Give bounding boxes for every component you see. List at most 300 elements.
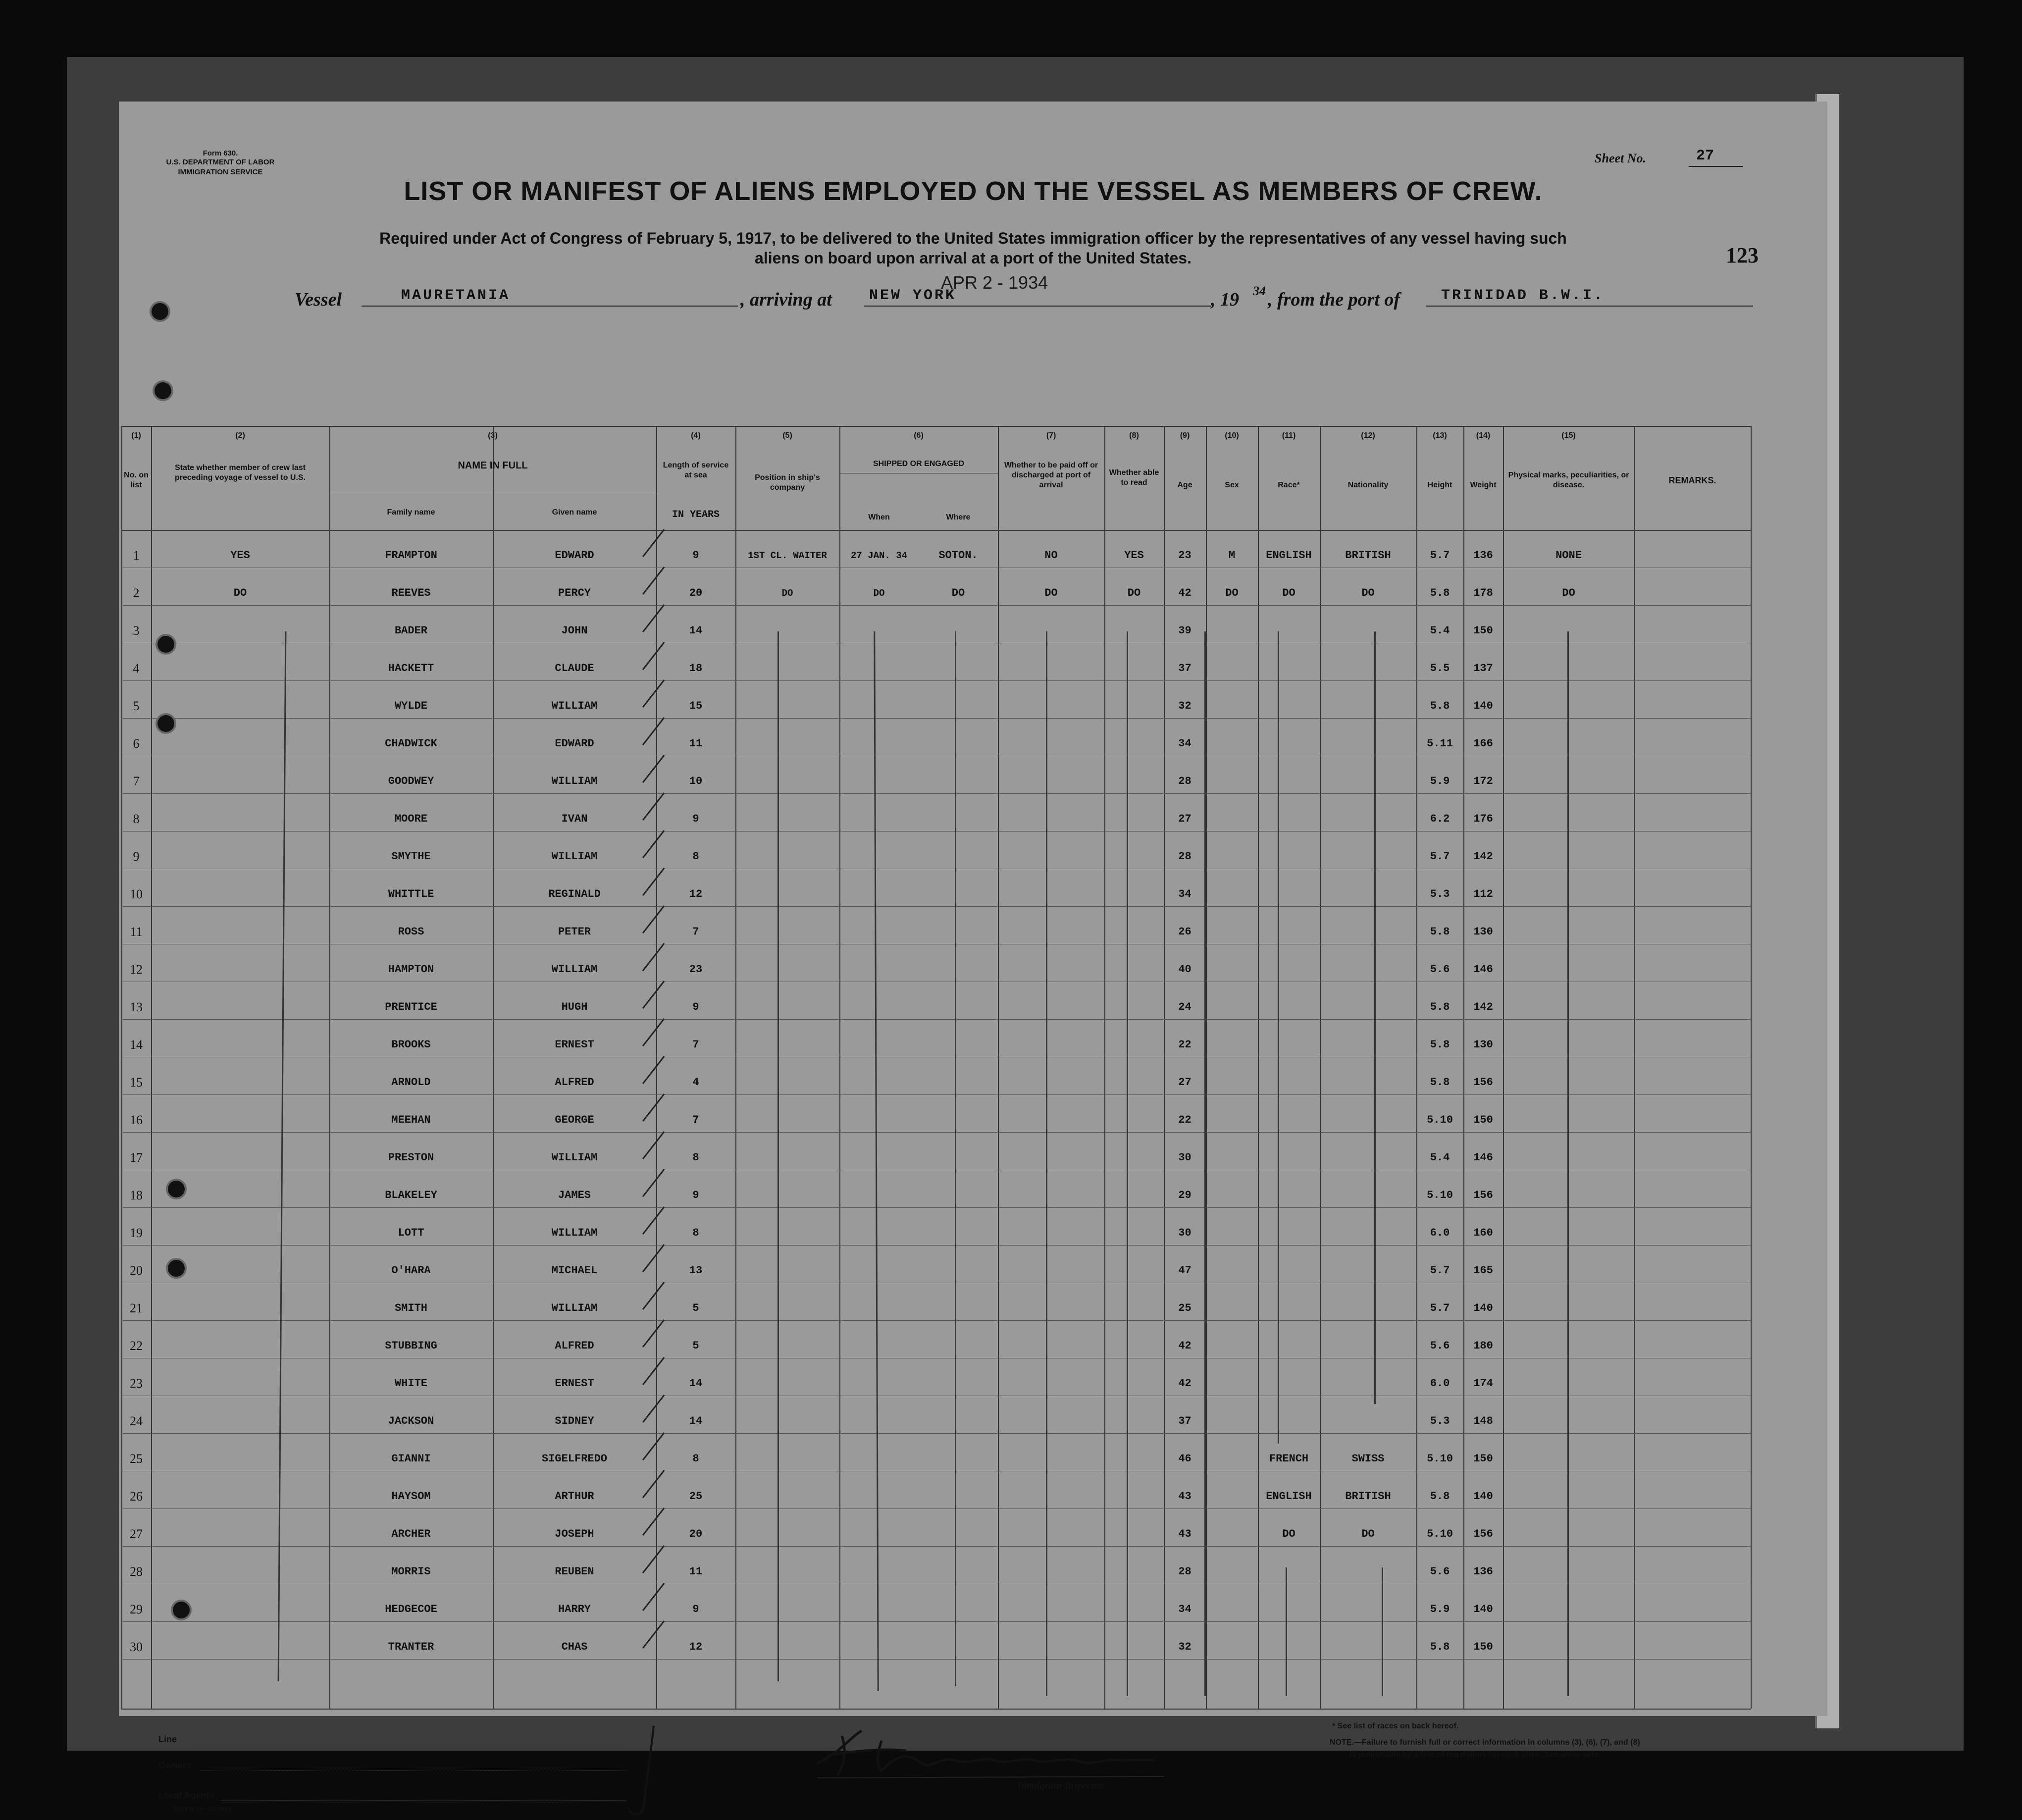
cell-service: 10: [689, 775, 703, 787]
cell-service: 20: [689, 1528, 703, 1540]
cell-weight: 150: [1473, 1453, 1493, 1465]
cell-given: CLAUDE: [555, 662, 594, 675]
cell-weight: 150: [1473, 1114, 1493, 1126]
cell-given: EDWARD: [555, 737, 594, 750]
col9-header: Age: [1177, 481, 1192, 489]
cell-family: GIANNI: [391, 1453, 431, 1465]
cell-height: 5.6: [1430, 1340, 1450, 1352]
cell-family: TRANTER: [388, 1641, 434, 1653]
cell-height: 5.10: [1427, 1528, 1453, 1540]
cell-paid: NO: [1044, 549, 1058, 562]
cell-weight: 130: [1473, 1039, 1493, 1051]
cell-age: 42: [1178, 1340, 1192, 1352]
cell-given: CHAS: [561, 1641, 588, 1653]
cell-given: JOHN: [561, 624, 588, 637]
cell-height: 5.5: [1430, 662, 1450, 675]
cell-height: 5.4: [1430, 1151, 1450, 1164]
cell-given: WILLIAM: [551, 850, 598, 863]
cell-sex: M: [1228, 549, 1236, 562]
cell-family: STUBBING: [385, 1340, 437, 1352]
pen-hook-mark: [624, 1721, 664, 1820]
cell-age: 22: [1178, 1114, 1192, 1126]
cell-age: 34: [1178, 888, 1192, 900]
owners-label: Owners: [158, 1761, 192, 1770]
cell-given: EDWARD: [555, 549, 594, 562]
col15-number: (15): [1561, 431, 1576, 440]
cell-family: HAYSOM: [391, 1490, 431, 1503]
sheet-number: 27: [1696, 148, 1714, 164]
cell-service: 9: [692, 813, 699, 825]
col6-number: (6): [914, 431, 924, 440]
cell-service: 5: [692, 1340, 699, 1352]
cell-height: 5.8: [1430, 926, 1450, 938]
cell-weight: 137: [1473, 662, 1493, 675]
cell-service: 9: [692, 1001, 699, 1013]
cell-nat: DO: [1361, 1528, 1375, 1540]
cell-weight: 140: [1473, 1302, 1493, 1314]
col10-header: Sex: [1225, 481, 1239, 489]
cell-weight: 142: [1473, 850, 1493, 863]
row-number: 20: [130, 1263, 143, 1278]
row-number: 5: [133, 699, 140, 713]
cell-paid: DO: [1044, 587, 1058, 599]
col4-number: (4): [691, 431, 701, 440]
row-number: 9: [133, 849, 140, 864]
cell-given: ERNEST: [555, 1039, 594, 1051]
from-label: , from the port of: [1268, 289, 1400, 310]
cell-family: WHITTLE: [388, 888, 434, 900]
cell-family: BADER: [394, 624, 427, 637]
cell-given: PETER: [558, 926, 591, 938]
cell-prev: YES: [230, 549, 250, 562]
cell-age: 30: [1178, 1151, 1192, 1164]
cell-given: WILLIAM: [551, 700, 598, 712]
cell-age: 34: [1178, 737, 1192, 750]
cell-family: BLAKELEY: [385, 1189, 437, 1201]
cell-family: HACKETT: [388, 662, 434, 675]
row-number: 3: [133, 624, 140, 638]
vessel-label: Vessel: [295, 289, 342, 310]
row-number: 30: [130, 1640, 143, 1654]
cell-age: 46: [1178, 1453, 1192, 1465]
year-suffix: 34: [1253, 284, 1266, 298]
cell-given: WILLIAM: [551, 1227, 598, 1239]
row-number: 22: [130, 1339, 143, 1353]
arrival-date-stamp: APR 2 - 1934: [941, 272, 1048, 293]
cell-weight: 142: [1473, 1001, 1493, 1013]
cell-age: 43: [1178, 1528, 1192, 1540]
cell-age: 28: [1178, 775, 1192, 787]
col11-header: Race*: [1278, 481, 1300, 489]
binder-hole: [166, 1258, 187, 1279]
service-name: IMMIGRATION SERVICE: [178, 168, 263, 176]
row-number: 15: [130, 1075, 143, 1090]
cell-given: GEORGE: [555, 1114, 594, 1126]
cell-given: WILLIAM: [551, 963, 598, 976]
col15-header: Physical marks, peculiarities, or disease.: [1508, 471, 1629, 489]
cell-race: ENGLISH: [1266, 549, 1312, 562]
cell-weight: 176: [1473, 813, 1493, 825]
row-number: 10: [130, 887, 143, 901]
cell-height: 5.3: [1430, 888, 1450, 900]
cell-height: 5.10: [1427, 1453, 1453, 1465]
col7-number: (7): [1046, 431, 1056, 440]
row-number: 1: [133, 548, 140, 563]
note-line-2: is punishable by a fine of ten dollars for each alien. See other side.: [1349, 1751, 1601, 1759]
cell-given: ERNEST: [555, 1377, 594, 1390]
col2-header: State whether member of crew last preceding voyage of vessel to U.S.: [174, 464, 306, 482]
manifest-sheet: [119, 102, 1827, 1813]
cell-family: MEEHAN: [391, 1114, 431, 1126]
cell-race: DO: [1282, 587, 1296, 599]
col4-header: Length of service at sea: [663, 461, 729, 479]
line-label: Line: [158, 1734, 177, 1744]
cell-service: 14: [689, 624, 703, 637]
cell-service: 8: [692, 1453, 699, 1465]
row-number: 6: [133, 736, 140, 751]
cell-read: YES: [1124, 549, 1144, 562]
cell-family: SMITH: [394, 1302, 427, 1314]
cell-given: SIGELFREDO: [541, 1453, 608, 1465]
cell-given: MICHAEL: [551, 1264, 598, 1277]
cell-age: 29: [1178, 1189, 1192, 1201]
row-number: 24: [130, 1414, 143, 1428]
cell-given: WILLIAM: [551, 1151, 598, 1164]
local-agents-label: Local Agents: [158, 1790, 214, 1800]
cell-service: 20: [689, 587, 703, 599]
cell-marks: NONE: [1555, 549, 1582, 562]
col3-number: (3): [488, 431, 498, 440]
cell-weight: 165: [1473, 1264, 1493, 1277]
col14-number: (14): [1476, 431, 1491, 440]
cell-service: 9: [692, 549, 699, 562]
col3-header: NAME IN FULL: [458, 460, 528, 471]
col1-header: No. on list: [124, 471, 149, 489]
cell-family: MOORE: [394, 813, 427, 825]
cell-height: 5.8: [1430, 587, 1450, 599]
from-port: TRINIDAD B.W.I.: [1441, 287, 1605, 304]
cell-height: 5.7: [1430, 549, 1450, 562]
cell-service: 25: [689, 1490, 703, 1503]
cell-family: WYLDE: [394, 700, 427, 712]
arriving-port: NEW YORK: [869, 287, 957, 304]
cell-service: 9: [692, 1189, 699, 1201]
cell-race: ENGLISH: [1266, 1490, 1312, 1503]
cell-weight: 156: [1473, 1076, 1493, 1089]
row-number: 29: [130, 1602, 143, 1616]
cell-age: 30: [1178, 1227, 1192, 1239]
cell-age: 42: [1178, 1377, 1192, 1390]
cell-height: 5.8: [1430, 1641, 1450, 1653]
cell-weight: 178: [1473, 587, 1493, 599]
cell-age: 23: [1178, 549, 1192, 562]
cell-race: DO: [1282, 1528, 1296, 1540]
cell-height: 6.0: [1430, 1227, 1450, 1239]
cell-weight: 140: [1473, 1490, 1493, 1503]
cell-height: 5.3: [1430, 1415, 1450, 1427]
cell-weight: 156: [1473, 1189, 1493, 1201]
col14-header: Weight: [1470, 481, 1497, 489]
cell-weight: 140: [1473, 1603, 1493, 1615]
col11-number: (11): [1282, 431, 1296, 440]
col3-given-header: Given name: [552, 508, 597, 517]
print-code: 6000 8/33—28/3604: [173, 1805, 232, 1813]
cell-age: 37: [1178, 662, 1192, 675]
cell-height: 5.8: [1430, 1490, 1450, 1503]
form-number: Form 630.: [203, 149, 238, 157]
cell-given: ALFRED: [555, 1076, 594, 1089]
cell-family: SMYTHE: [391, 850, 431, 863]
cell-service: 14: [689, 1377, 703, 1390]
cell-given: IVAN: [561, 813, 588, 825]
cell-service: 7: [692, 1114, 699, 1126]
cell-sex: DO: [1225, 587, 1239, 599]
requirement-line-2: aliens on board upon arrival at a port of the United States.: [755, 249, 1192, 267]
row-number: 18: [130, 1188, 143, 1202]
cell-family: PRESTON: [388, 1151, 434, 1164]
cell-when: DO: [873, 588, 885, 599]
cell-service: 13: [689, 1264, 703, 1277]
cell-weight: 146: [1473, 963, 1493, 976]
cell-given: ALFRED: [555, 1340, 594, 1352]
cell-weight: 156: [1473, 1528, 1493, 1540]
cell-service: 12: [689, 1641, 703, 1653]
cell-given: JOSEPH: [555, 1528, 594, 1540]
row-number: 28: [130, 1564, 143, 1579]
cell-service: 4: [692, 1076, 699, 1089]
row-number: 25: [130, 1452, 143, 1466]
col7-header: Whether to be paid off or discharged at port of arrival: [1004, 461, 1098, 489]
cell-nat: DO: [1361, 587, 1375, 599]
col1-number: (1): [131, 431, 141, 440]
cell-given: PERCY: [558, 587, 591, 599]
cell-service: 14: [689, 1415, 703, 1427]
cell-age: 25: [1178, 1302, 1192, 1314]
department-name: U.S. DEPARTMENT OF LABOR: [166, 158, 275, 166]
cell-height: 5.11: [1427, 737, 1453, 750]
cell-weight: 180: [1473, 1340, 1493, 1352]
cell-age: 24: [1178, 1001, 1192, 1013]
cell-weight: 130: [1473, 926, 1493, 938]
cell-age: 47: [1178, 1264, 1192, 1277]
binder-hole: [171, 1600, 192, 1620]
cell-age: 32: [1178, 700, 1192, 712]
cell-weight: 174: [1473, 1377, 1493, 1390]
cell-marks: DO: [1562, 587, 1575, 599]
cell-service: 11: [689, 737, 703, 750]
cell-given: REGINALD: [548, 888, 601, 900]
cell-nat: BRITISH: [1345, 549, 1391, 562]
cell-age: 26: [1178, 926, 1192, 938]
cell-age: 27: [1178, 1076, 1192, 1089]
cell-weight: 166: [1473, 737, 1493, 750]
inspector-label: Immigrant Inspector.: [1018, 1780, 1105, 1791]
cell-nat: SWISS: [1351, 1453, 1385, 1465]
sheet-label: Sheet No.: [1595, 151, 1646, 165]
col8-header: Whether able to read: [1109, 468, 1159, 487]
row-number: 23: [130, 1376, 143, 1391]
cell-age: 28: [1178, 850, 1192, 863]
row-number: 19: [130, 1226, 143, 1240]
cell-weight: 140: [1473, 700, 1493, 712]
cell-age: 43: [1178, 1490, 1192, 1503]
cell-weight: 172: [1473, 775, 1493, 787]
cell-age: 37: [1178, 1415, 1192, 1427]
cell-height: 5.8: [1430, 700, 1450, 712]
col10-number: (10): [1225, 431, 1239, 440]
row-number: 14: [130, 1038, 143, 1052]
row-number: 16: [130, 1113, 143, 1127]
row-number: 21: [130, 1301, 143, 1315]
cell-where: DO: [951, 587, 965, 599]
row-number: 17: [130, 1150, 143, 1165]
cell-family: HAMPTON: [388, 963, 434, 976]
cell-service: 8: [692, 1151, 699, 1164]
cell-height: 5.8: [1430, 1001, 1450, 1013]
page-number: 123: [1726, 243, 1759, 267]
inspector-signature: [807, 1721, 1184, 1790]
remarks-header: REMARKS.: [1668, 475, 1716, 485]
cell-family: HEDGECOE: [385, 1603, 437, 1615]
cell-weight: 112: [1473, 888, 1493, 900]
cell-family: PRENTICE: [385, 1001, 437, 1013]
cell-height: 6.0: [1430, 1377, 1450, 1390]
col6-when-header: When: [868, 513, 890, 521]
cell-race: FRENCH: [1269, 1453, 1309, 1465]
row-number: 2: [133, 586, 140, 600]
binder-hole: [150, 301, 170, 322]
row-number: 27: [130, 1527, 143, 1541]
cell-where: SOTON.: [938, 549, 978, 562]
row-number: 8: [133, 812, 140, 826]
cell-service: 5: [692, 1302, 699, 1314]
row-number: 26: [130, 1489, 143, 1504]
col3-family-header: Family name: [387, 508, 435, 517]
cell-age: 40: [1178, 963, 1192, 976]
cell-height: 5.7: [1430, 1264, 1450, 1277]
cell-height: 5.9: [1430, 775, 1450, 787]
cell-prev: DO: [233, 587, 247, 599]
cell-height: 5.6: [1430, 963, 1450, 976]
cell-height: 5.9: [1430, 1603, 1450, 1615]
cell-service: 12: [689, 888, 703, 900]
binder-hole: [153, 380, 173, 401]
cell-age: 27: [1178, 813, 1192, 825]
cell-family: GOODWEY: [388, 775, 434, 787]
cell-height: 5.8: [1430, 1039, 1450, 1051]
cell-position: DO: [781, 588, 793, 599]
cell-age: 22: [1178, 1039, 1192, 1051]
cell-given: JAMES: [558, 1189, 591, 1201]
cell-weight: 146: [1473, 1151, 1493, 1164]
vessel-name: MAURETANIA: [401, 287, 511, 304]
col6-header: SHIPPED OR ENGAGED: [873, 460, 965, 468]
col9-number: (9): [1180, 431, 1190, 440]
race-note: * See list of races on back hereof.: [1332, 1722, 1459, 1730]
col12-number: (12): [1361, 431, 1375, 440]
cell-service: 7: [692, 1039, 699, 1051]
col12-header: Nationality: [1348, 481, 1389, 489]
col5-header: Position in ship's company: [755, 473, 820, 492]
cell-position: 1ST CL. WAITER: [748, 550, 827, 561]
row-number: 11: [130, 925, 143, 939]
cell-service: 8: [692, 850, 699, 863]
cell-service: 11: [689, 1565, 703, 1578]
col5-number: (5): [782, 431, 792, 440]
cell-age: 28: [1178, 1565, 1192, 1578]
cell-height: 5.8: [1430, 1076, 1450, 1089]
cell-weight: 136: [1473, 1565, 1493, 1578]
arriving-label: , arriving at: [740, 289, 832, 310]
col13-number: (13): [1433, 431, 1447, 440]
cell-family: O'HARA: [391, 1264, 431, 1277]
cell-height: 6.2: [1430, 813, 1450, 825]
cell-family: MORRIS: [391, 1565, 431, 1578]
cell-family: ARCHER: [391, 1528, 431, 1540]
cell-height: 5.7: [1430, 1302, 1450, 1314]
cell-nat: BRITISH: [1345, 1490, 1391, 1503]
cell-age: 42: [1178, 587, 1192, 599]
cell-weight: 150: [1473, 1641, 1493, 1653]
col13-header: Height: [1427, 481, 1452, 489]
cell-given: WILLIAM: [551, 775, 598, 787]
cell-service: 7: [692, 926, 699, 938]
row-number: 7: [133, 774, 140, 788]
cell-family: FRAMPTON: [385, 549, 437, 562]
cell-weight: 160: [1473, 1227, 1493, 1239]
year-label: , 19: [1211, 289, 1239, 310]
cell-family: ROSS: [398, 926, 424, 938]
cell-family: WHITE: [394, 1377, 427, 1390]
cell-height: 5.10: [1427, 1189, 1453, 1201]
cell-family: BROOKS: [391, 1039, 431, 1051]
cell-service: 18: [689, 662, 703, 675]
cell-family: CHADWICK: [385, 737, 437, 750]
cell-given: ARTHUR: [555, 1490, 594, 1503]
requirement-line-1: Required under Act of Congress of February 5, 1917, to be delivered to the United States immigration officer by the representatives of any vessel having such: [379, 229, 1567, 247]
cell-given: SIDNEY: [555, 1415, 594, 1427]
binder-hole: [156, 713, 176, 734]
cell-weight: 150: [1473, 624, 1493, 637]
cell-service: 9: [692, 1603, 699, 1615]
row-number: 13: [130, 1000, 143, 1014]
cell-weight: 136: [1473, 549, 1493, 562]
cell-given: WILLIAM: [551, 1302, 598, 1314]
cell-age: 32: [1178, 1641, 1192, 1653]
cell-family: JACKSON: [388, 1415, 434, 1427]
cell-service: 8: [692, 1227, 699, 1239]
cell-family: REEVES: [391, 587, 431, 599]
row-number: 12: [130, 962, 143, 977]
note-line-1: NOTE.—Failure to furnish full or correct information in columns (3), (6), (7), and (8): [1330, 1738, 1640, 1747]
col4-unit: IN YEARS: [672, 509, 720, 520]
binder-hole: [156, 634, 176, 655]
cell-read: DO: [1127, 587, 1141, 599]
cell-height: 5.6: [1430, 1565, 1450, 1578]
col8-number: (8): [1129, 431, 1139, 440]
cell-height: 5.7: [1430, 850, 1450, 863]
cell-given: HARRY: [558, 1603, 591, 1615]
col6-where-header: Where: [946, 513, 971, 521]
cell-family: ARNOLD: [391, 1076, 431, 1089]
cell-height: 5.10: [1427, 1114, 1453, 1126]
cell-family: LOTT: [398, 1227, 424, 1239]
cell-given: REUBEN: [555, 1565, 594, 1578]
page-title: LIST OR MANIFEST OF ALIENS EMPLOYED ON THE VESSEL AS MEMBERS OF CREW.: [404, 176, 1543, 206]
binder-hole: [166, 1179, 187, 1199]
cell-height: 5.4: [1430, 624, 1450, 637]
col2-number: (2): [235, 431, 245, 440]
